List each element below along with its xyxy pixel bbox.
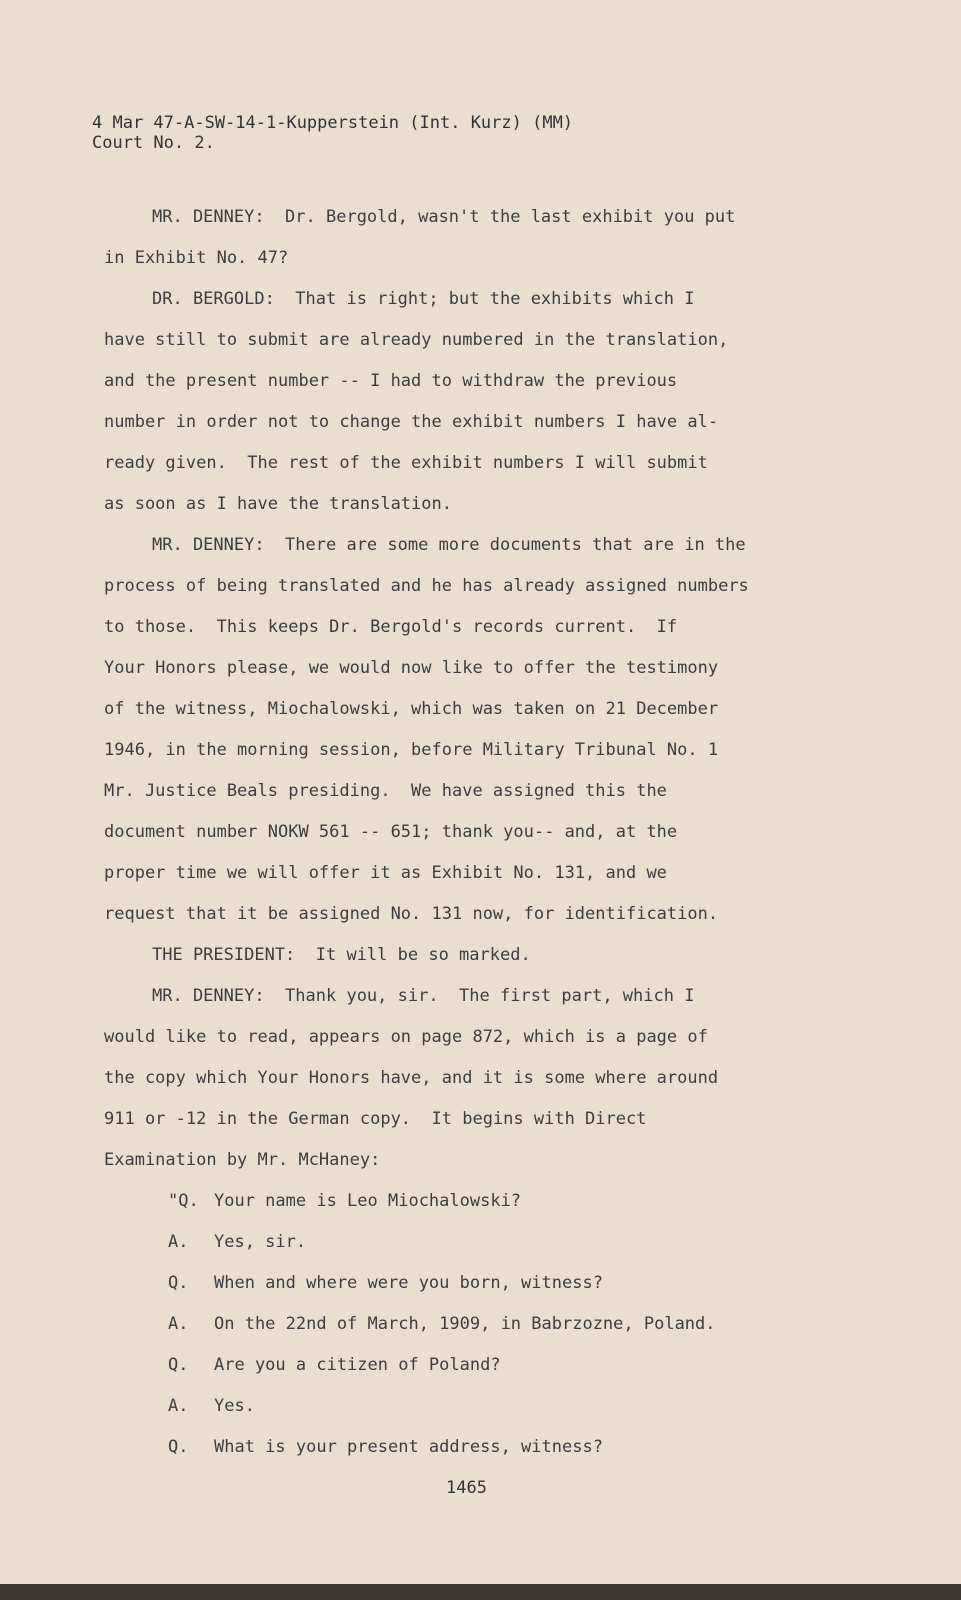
qa-text: Are you a citizen of Poland? bbox=[214, 1355, 501, 1375]
qa-tag: Q. bbox=[168, 1437, 189, 1457]
qa-tag: A. bbox=[168, 1314, 189, 1334]
transcript-line: to those. This keeps Dr. Bergold's records current. If bbox=[104, 617, 678, 637]
transcript-line: have still to submit are already numbered in the translation, bbox=[104, 330, 729, 350]
scan-edge bbox=[0, 1584, 961, 1600]
transcript-line: Mr. Justice Beals presiding. We have assigned this the bbox=[104, 781, 667, 801]
qa-line bbox=[104, 1181, 884, 1222]
transcript-line: request that it be assigned No. 131 now, for identification. bbox=[104, 904, 719, 924]
qa-text: What is your present address, witness? bbox=[214, 1437, 603, 1457]
transcript-header bbox=[92, 113, 573, 153]
transcript-line: of the witness, Miochalowski, which was taken on 21 December bbox=[104, 699, 719, 719]
qa-tag: Q. bbox=[168, 1273, 189, 1293]
page-number: 1465 bbox=[446, 1478, 487, 1498]
qa-line bbox=[104, 1222, 884, 1263]
qa-tag: A. bbox=[168, 1232, 189, 1252]
transcript-line: as soon as I have the translation. bbox=[104, 494, 452, 514]
transcript-line: 911 or -12 in the German copy. It begins with Direct bbox=[104, 1109, 647, 1129]
transcript-line: MR. DENNEY: Thank you, sir. The first part, which I bbox=[152, 986, 695, 1006]
transcript-line: Your Honors please, we would now like to offer the testimony bbox=[104, 658, 719, 678]
transcript-line: THE PRESIDENT: It will be so marked. bbox=[152, 945, 531, 965]
transcript-line: in Exhibit No. 47? bbox=[104, 248, 289, 268]
qa-text: When and where were you born, witness? bbox=[214, 1273, 603, 1293]
transcript-line: Examination by Mr. McHaney: bbox=[104, 1150, 381, 1170]
qa-line bbox=[104, 1386, 884, 1427]
transcript-line: proper time we will offer it as Exhibit No. 131, and we bbox=[104, 863, 667, 883]
transcript-line: the copy which Your Honors have, and it is some where around bbox=[104, 1068, 719, 1088]
qa-text: Yes, sir. bbox=[214, 1232, 307, 1252]
transcript-body bbox=[104, 197, 884, 1468]
transcript-line: would like to read, appears on page 872, which is a page of bbox=[104, 1027, 708, 1047]
transcript-line: MR. DENNEY: Dr. Bergold, wasn't the last exhibit you put bbox=[152, 207, 736, 227]
qa-line bbox=[104, 1304, 884, 1345]
transcript-line: process of being translated and he has already assigned numbers bbox=[104, 576, 749, 596]
transcript-line: 1946, in the morning session, before Military Tribunal No. 1 bbox=[104, 740, 719, 760]
qa-line bbox=[104, 1427, 884, 1468]
transcript-line: and the present number -- I had to withdraw the previous bbox=[104, 371, 678, 391]
qa-text: Your name is Leo Miochalowski? bbox=[214, 1191, 522, 1211]
qa-tag: "Q. bbox=[168, 1191, 199, 1211]
header-session-line: 4 Mar 47-A-SW-14-1-Kupperstein (Int. Kurz) (MM) bbox=[92, 113, 574, 133]
qa-text: On the 22nd of March, 1909, in Babrzozne, Poland. bbox=[214, 1314, 716, 1334]
qa-tag: A. bbox=[168, 1396, 189, 1416]
qa-tag: Q. bbox=[168, 1355, 189, 1375]
qa-text: Yes. bbox=[214, 1396, 255, 1416]
qa-line bbox=[104, 1263, 884, 1304]
transcript-line: number in order not to change the exhibit numbers I have al- bbox=[104, 412, 719, 432]
transcript-line: DR. BERGOLD: That is right; but the exhibits which I bbox=[152, 289, 695, 309]
transcript-line: ready given. The rest of the exhibit numbers I will submit bbox=[104, 453, 708, 473]
qa-line bbox=[104, 1345, 884, 1386]
header-court-line: Court No. 2. bbox=[92, 133, 215, 153]
transcript-line: MR. DENNEY: There are some more documents that are in the bbox=[152, 535, 746, 555]
transcript-line: document number NOKW 561 -- 651; thank you-- and, at the bbox=[104, 822, 678, 842]
